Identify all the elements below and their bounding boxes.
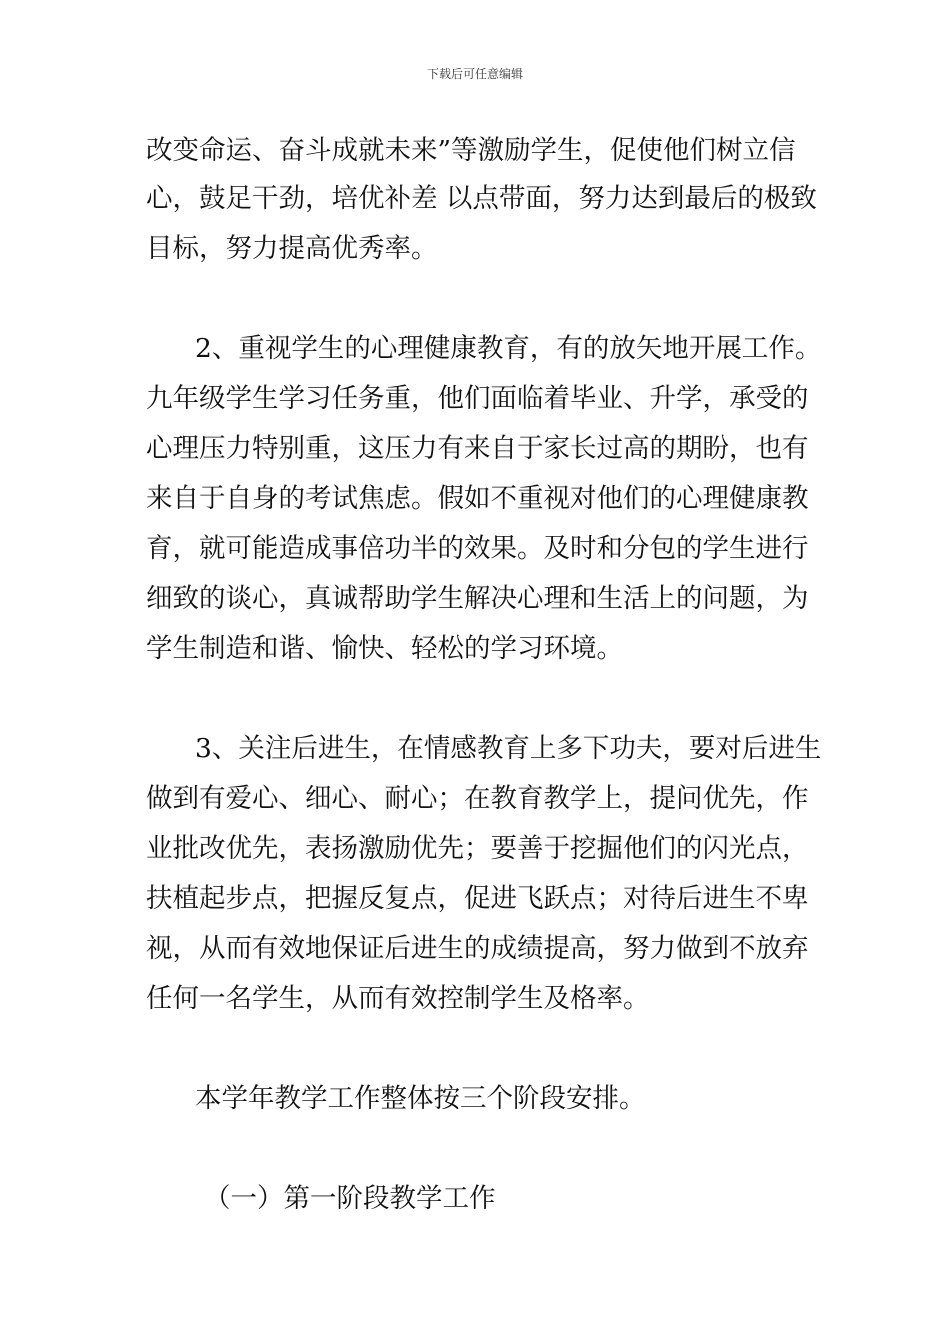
text-line: 心理压力特别重，这压力有来自于家长过高的期盼，也有 [146,433,809,464]
text-line: 业批改优先，表扬激励优先；要善于挖掘他们的闪光点， [146,833,809,864]
text-line: 2、重视学生的心理健康教育，有的放矢地开展工作。 [195,333,822,364]
page-header: 下载后可任意编辑 [426,67,523,81]
text-line: 任何一名学生，从而有效控制学生及格率。 [146,983,650,1014]
text-line: 做到有爱心、细心、耐心；在教育教学上，提问优先，作 [146,783,809,814]
text-line: 心，鼓足干劲，培优补差 以点带面，努力达到最后的极致 [146,183,817,214]
text-line: 目标，努力提高优秀率。 [146,233,438,264]
text-line: 改变命运、奋斗成就未来”等激励学生，促使他们树立信 [146,135,796,166]
text-line: 细致的谈心，真诚帮助学生解决心理和生活上的问题，为 [146,583,809,614]
text-line: 本学年教学工作整体按三个阶段安排。 [195,1083,646,1114]
text-line: 来自于自身的考试焦虑。假如不重视对他们的心理健康教 [146,483,809,514]
text-line: 九年级学生学习任务重，他们面临着毕业、升学，承受的 [146,383,809,414]
text-line: 育，就可能造成事倍功半的效果。及时和分包的学生进行 [146,533,809,564]
text-line: 视，从而有效地保证后进生的成绩提高，努力做到不放弃 [146,933,809,964]
text-line: 3、关注后进生，在情感教育上多下功夫，要对后进生 [195,733,822,764]
section-heading: （一）第一阶段教学工作 [204,1183,496,1214]
text-line: 学生制造和谐、愉快、轻松的学习环境。 [146,633,623,664]
text-line: 扶植起步点，把握反复点，促进飞跃点；对待后进生不卑 [146,883,809,914]
